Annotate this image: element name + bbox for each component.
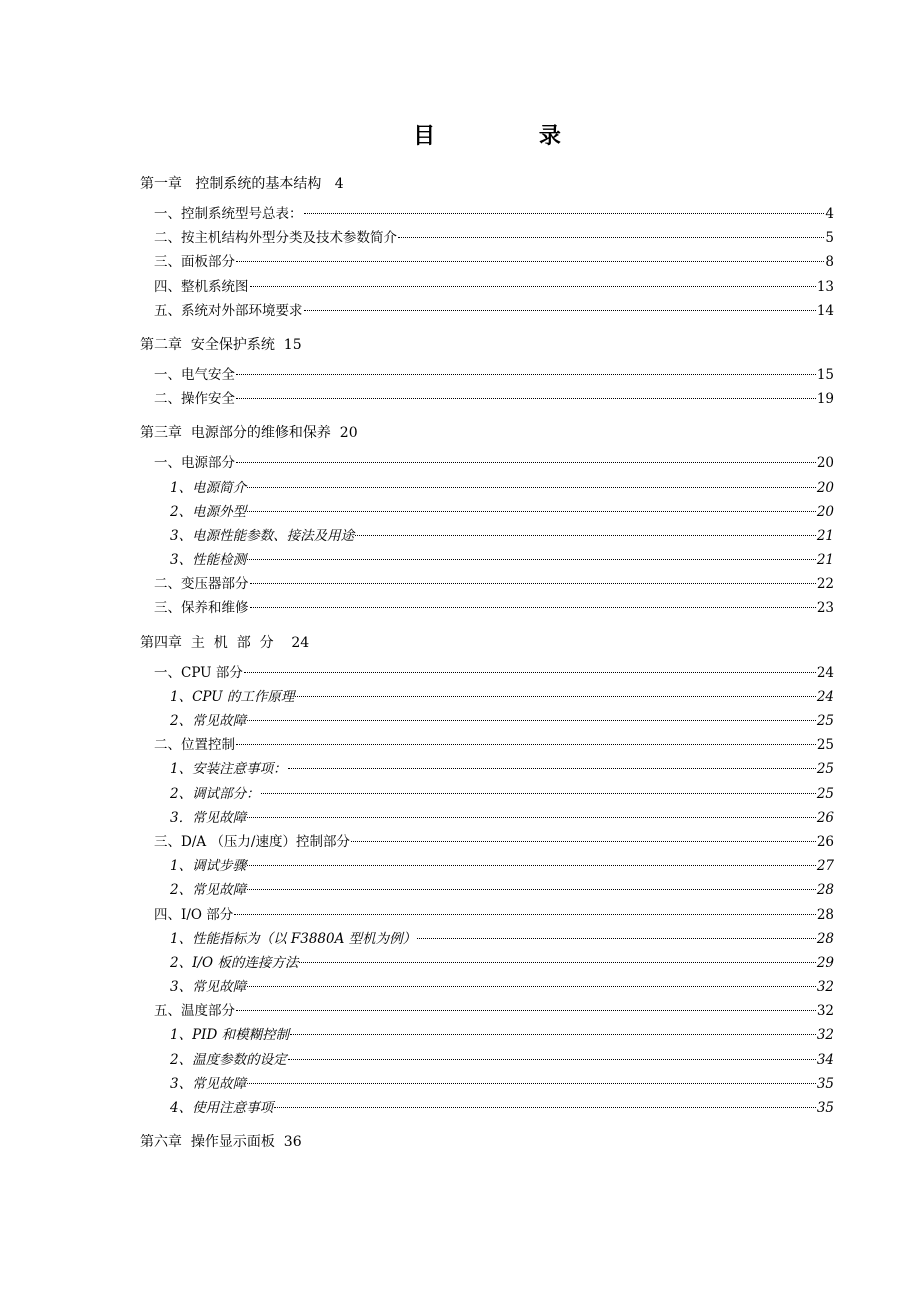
toc-section-entry[interactable] [140,661,834,685]
entry-page-number: 5 [825,230,834,247]
entry-page-number: 29 [816,954,834,971]
entry-page-number: 28 [816,882,834,899]
dot-leader [236,1010,816,1011]
dot-leader [250,607,816,608]
dot-leader [290,1034,816,1035]
dot-leader [295,696,815,697]
toc-subsection-entry[interactable] [140,806,834,830]
toc-subsection-entry[interactable] [140,500,834,524]
toc-subsection-entry[interactable] [140,757,834,781]
entry-label: 一、CPU 部分 [154,664,243,681]
toc-subsection-entry[interactable] [140,1072,834,1096]
dot-leader [247,865,816,866]
toc-subsection-entry[interactable] [140,854,834,878]
entry-label: 一、电气安全 [154,366,235,383]
dot-leader [250,583,816,584]
entry-page-number: 26 [816,809,834,826]
entry-label: 2、调试部分： [170,785,260,802]
dot-leader [274,1107,816,1108]
entry-page-number: 28 [816,930,834,947]
entry-label: 4、使用注意事项 [170,1100,274,1116]
entry-page-number: 20 [816,479,834,496]
toc-section-entry[interactable] [140,572,834,596]
entry-label: 一、控制系统型号总表： [154,206,303,222]
entry-label: 3、常见故障 [170,979,247,996]
entry-label: 2、常见故障 [170,882,247,899]
entry-label: 三、D/A （压力/速度）控制部分 [154,833,350,850]
toc-section-entry[interactable] [140,202,834,226]
entry-page-number: 8 [825,254,834,271]
entry-page-number: 25 [816,713,834,729]
toc-subsection-entry[interactable] [140,524,834,548]
entry-label: 一、电源部分 [154,455,235,472]
entry-page-number: 20 [816,503,834,520]
dot-leader [236,398,816,399]
entry-label: 2、I/O 板的连接方法 [170,954,299,971]
dot-leader [355,535,816,536]
toc-subsection-entry[interactable] [140,951,834,975]
entry-label: 3、常见故障 [170,1075,247,1092]
entry-page-number: 14 [816,302,834,319]
chapter-heading[interactable]: 第三章 电源部分的维修和保养 20 [140,425,358,442]
toc-subsection-entry[interactable] [140,1096,834,1120]
entry-page-number: 23 [816,600,834,617]
toc-section-entry[interactable] [140,226,834,250]
entry-page-number: 35 [816,1075,834,1092]
entry-label: 1、电源简介 [170,479,247,496]
dot-leader [236,462,816,463]
entry-label: 三、保养和维修 [154,600,249,617]
toc-section-entry[interactable] [140,903,834,927]
entry-page-number: 25 [816,761,834,778]
entry-page-number: 19 [816,391,834,408]
entry-label: 3．常见故障 [170,809,247,826]
toc-section-entry[interactable] [140,363,834,387]
entry-page-number: 21 [816,527,834,544]
entry-label: 1、CPU 的工作原理 [170,688,295,705]
entry-label: 1、调试步骤 [170,858,247,875]
entry-label: 1、PID 和模糊控制 [170,1027,290,1044]
dot-leader [247,986,816,987]
toc-section-entry[interactable] [140,451,834,475]
entry-page-number: 24 [816,664,834,681]
dot-leader [247,720,816,721]
dot-leader [304,310,816,311]
toc-section-entry[interactable] [140,733,834,757]
entry-page-number: 27 [816,858,834,875]
toc-subsection-entry[interactable] [140,1048,834,1072]
entry-label: 3、性能检测 [170,552,247,569]
dot-leader [250,286,816,287]
entry-page-number: 35 [816,1100,834,1116]
toc-subsection-entry[interactable] [140,476,834,500]
dot-leader [236,261,824,262]
entry-page-number: 13 [816,278,834,295]
entry-label: 四、I/O 部分 [154,906,234,923]
dot-leader [261,793,816,794]
chapter-heading[interactable]: 第四章 主 机 部 分 24 [140,634,310,651]
chapter-heading[interactable]: 第二章 安全保护系统 15 [140,336,302,353]
toc-section-entry[interactable] [140,275,834,299]
entry-page-number: 24 [816,688,834,705]
entry-page-number: 25 [816,785,834,802]
toc-subsection-entry[interactable] [140,878,834,902]
entry-page-number: 34 [816,1051,834,1068]
dot-leader [299,962,815,963]
entry-label: 二、操作安全 [154,391,235,408]
dot-leader [247,889,816,890]
dot-leader [351,841,816,842]
entry-page-number: 20 [816,455,834,472]
dot-leader [398,237,824,238]
toc-section-entry[interactable] [140,830,834,854]
dot-leader [417,938,816,939]
dot-leader [288,768,816,769]
toc-subsection-entry[interactable] [140,782,834,806]
dot-leader [236,374,816,375]
entry-page-number: 28 [816,906,834,923]
toc-section-entry[interactable] [140,999,834,1023]
toc-subsection-entry[interactable] [140,975,834,999]
entry-page-number: 22 [816,576,834,593]
entry-label: 二、按主机结构外型分类及技术参数简介 [154,230,397,247]
entry-page-number: 32 [816,979,834,996]
toc-section-entry[interactable] [140,596,834,620]
entry-label: 五、温度部分 [154,1003,235,1020]
entry-page-number: 15 [816,366,834,383]
dot-leader [247,817,816,818]
toc-subsection-entry[interactable] [140,685,834,709]
toc-subsection-entry[interactable] [140,709,834,733]
entry-page-number: 32 [816,1027,834,1044]
table-of-contents [140,120,834,1154]
toc-subsection-entry[interactable] [140,1023,834,1047]
entry-label: 3、电源性能参数、接法及用途 [170,527,355,544]
entry-label: 三、面板部分 [154,254,235,271]
entry-label: 四、整机系统图 [154,278,249,295]
dot-leader [247,1083,816,1084]
entry-label: 2、常见故障 [170,713,247,729]
entry-label: 二、变压器部分 [154,576,249,593]
entry-page-number: 32 [816,1003,834,1020]
page-title: 目 录 [413,123,609,149]
chapter-heading[interactable]: 第六章 操作显示面板 36 [140,1134,302,1151]
dot-leader [234,914,816,915]
entry-label: 五、系统对外部环境要求 [154,302,303,319]
dot-leader [288,1059,816,1060]
entry-page-number: 21 [816,552,834,569]
toc-subsection-entry[interactable] [140,927,834,951]
chapter-heading[interactable]: 第一章 控制系统的基本结构 4 [140,176,344,192]
entry-label: 二、位置控制 [154,737,235,754]
toc-section-entry[interactable] [140,387,834,411]
dot-leader [236,744,816,745]
entry-label: 2、温度参数的设定 [170,1051,287,1068]
entry-label: 1、性能指标为（以 F3880A 型机为例） [170,930,417,947]
dot-leader [244,672,816,673]
toc-body [140,172,834,1154]
dot-leader [247,511,816,512]
dot-leader [247,559,816,560]
toc-subsection-entry[interactable] [140,548,834,572]
entry-label: 2、电源外型 [170,503,247,520]
toc-section-entry[interactable] [140,250,834,274]
entry-page-number: 26 [816,833,834,850]
entry-page-number: 25 [816,737,834,754]
entry-page-number: 4 [825,206,834,222]
dot-leader [304,213,825,214]
toc-section-entry[interactable] [140,299,834,323]
entry-label: 1、安装注意事项： [170,761,287,778]
dot-leader [247,487,816,488]
